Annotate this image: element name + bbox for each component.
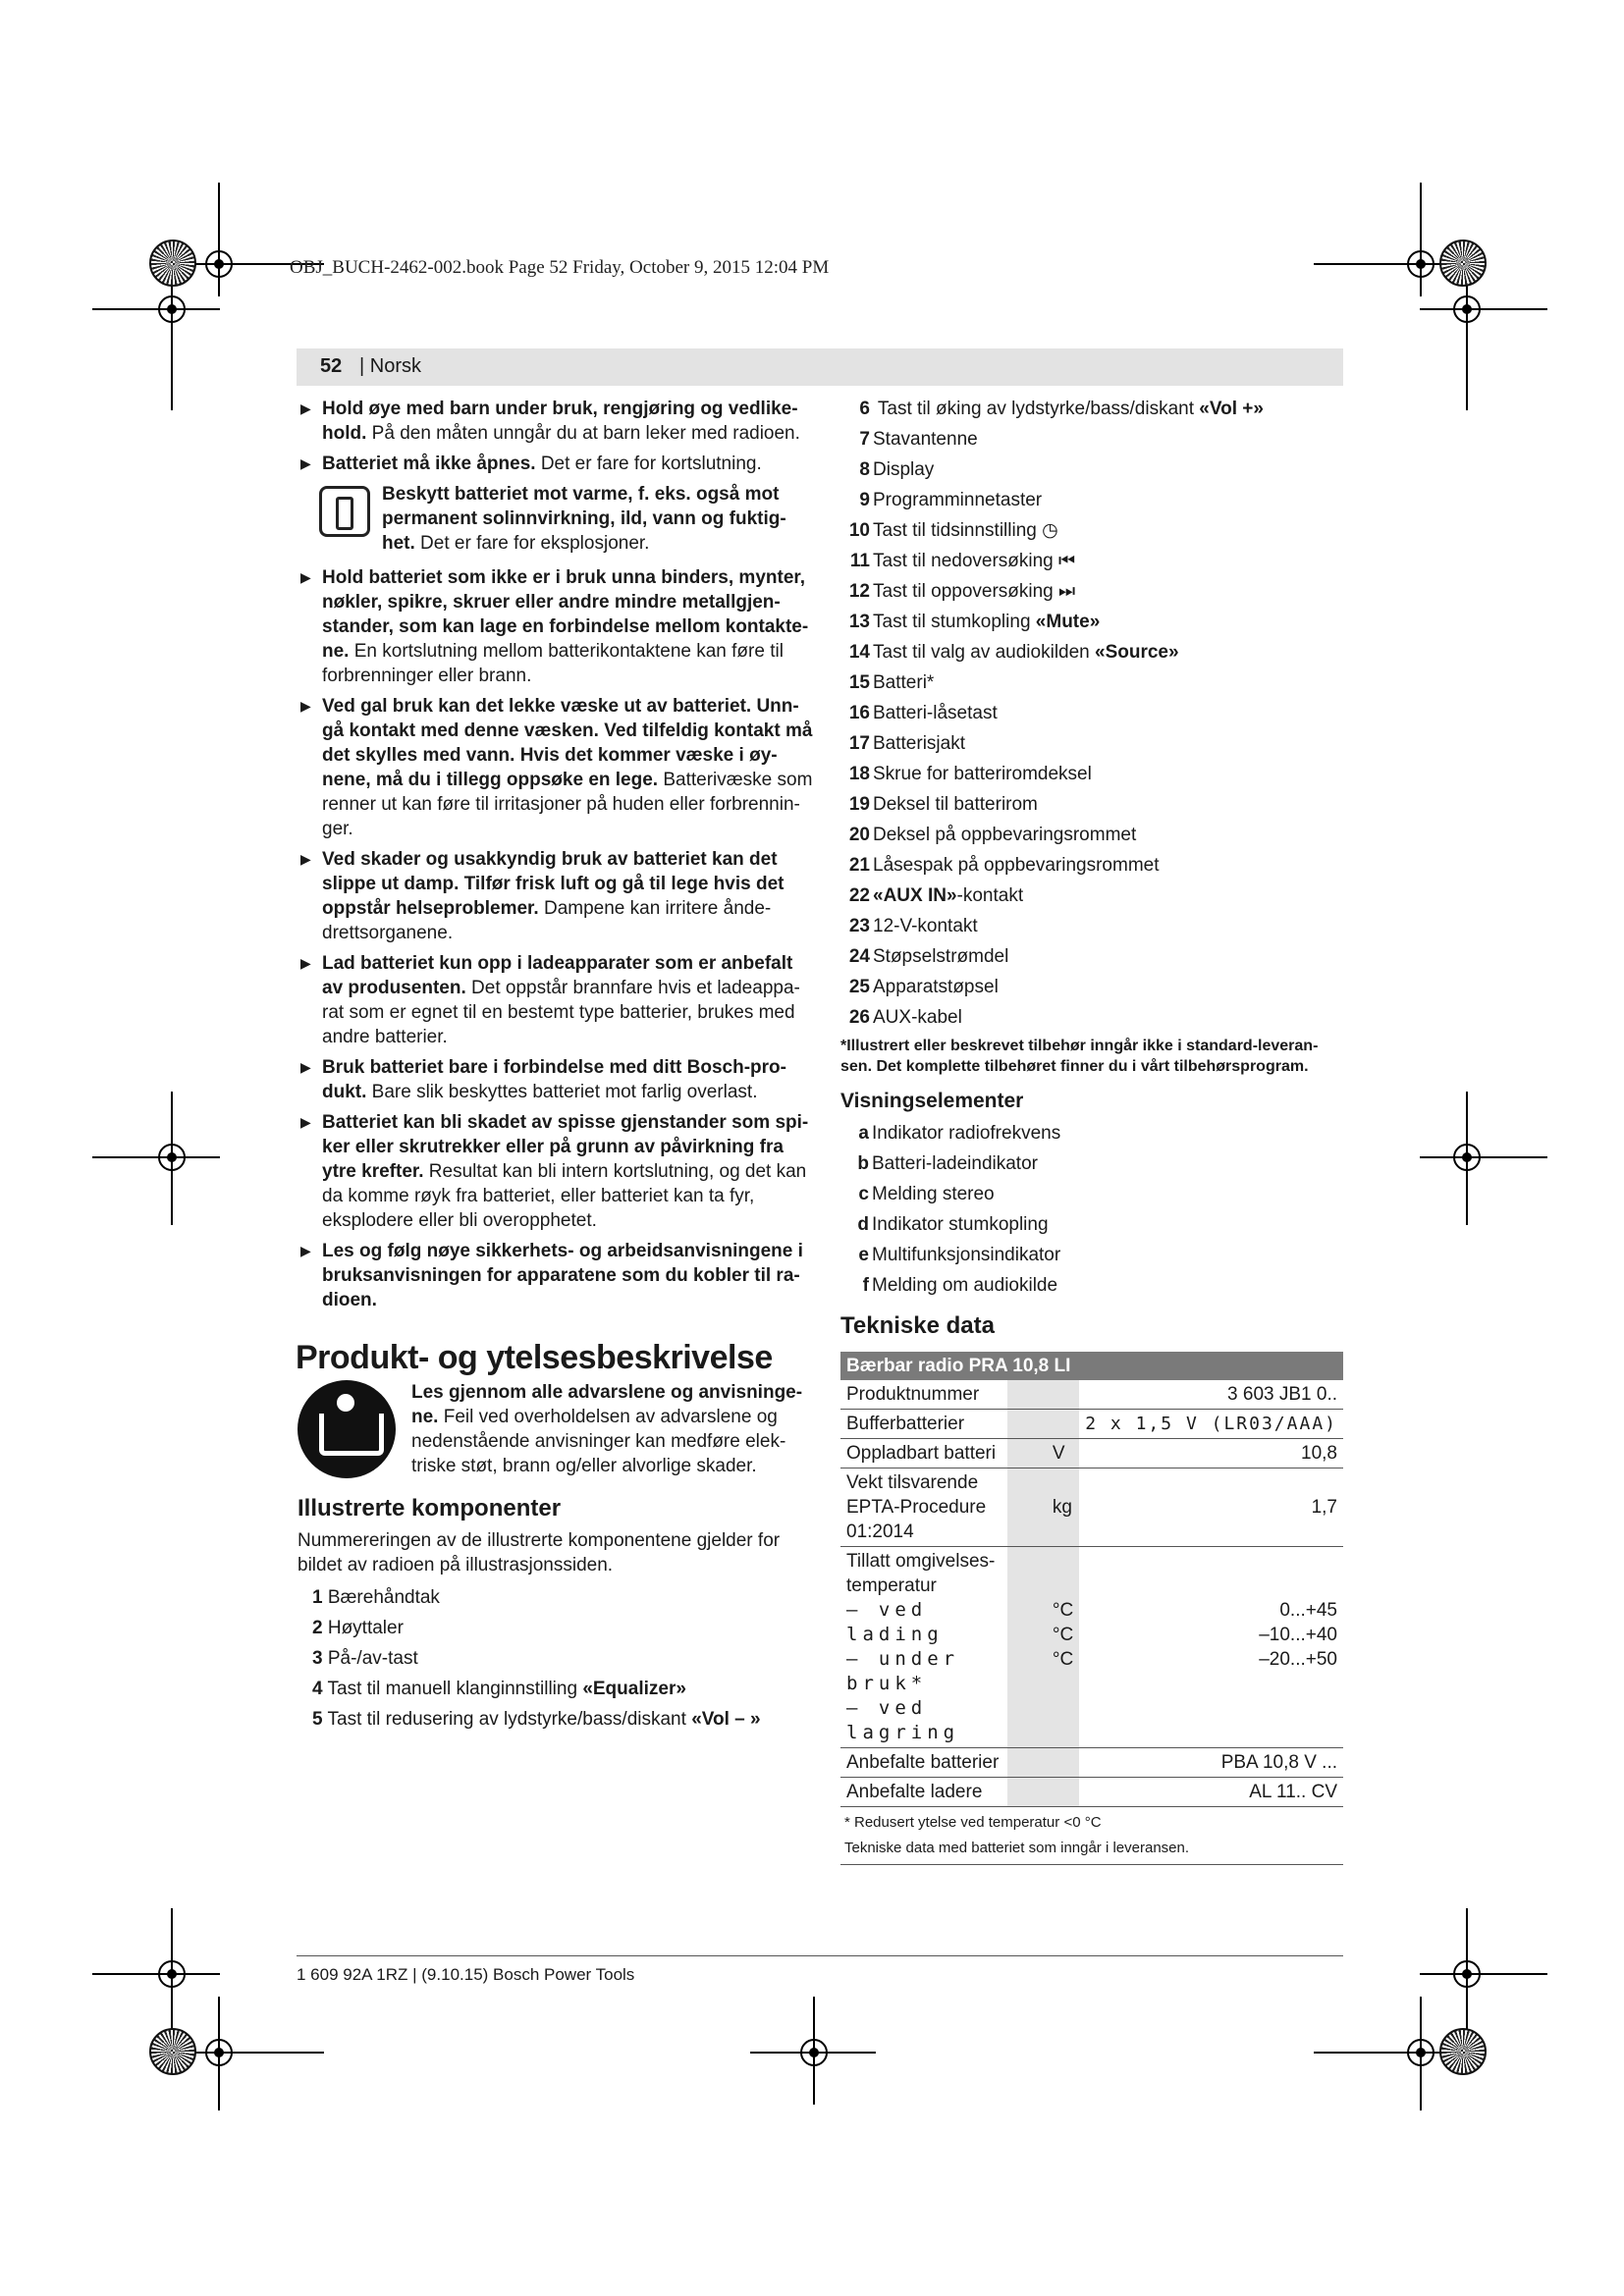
job-line: OBJ_BUCH-2462-002.book Page 52 Friday, October 9, 2015 12:04 PM: [290, 257, 830, 278]
list-item: c Melding stereo: [858, 1184, 995, 1204]
list-item: 20 Deksel på oppbevaringsrommet: [848, 825, 1137, 845]
accessory-note: *Illustrert eller beskrevet tilbehør inngår ikke i standard-leveran-sen. Det komplette tilbehøret finner du i vårt tilbehørsprogram.: [840, 1038, 1319, 1075]
display-items: [855, 1121, 1343, 1298]
table-note: * Redusert ytelse ved temperatur <0 °C: [844, 1814, 1102, 1831]
page-header: [297, 348, 1343, 386]
list-item: 8 Display: [859, 459, 935, 480]
right-column: [840, 397, 1343, 1865]
list-item: 4 Tast til manuell klanginnstilling «Equalizer»: [312, 1679, 686, 1699]
left-column: [298, 397, 813, 1737]
list-item: 22 «AUX IN»-kontakt: [848, 885, 1024, 906]
list-item: 14 Tast til valg av audiokilden «Source»: [848, 642, 1179, 663]
table-note: Tekniske data med batteriet som inngår i leveransen.: [840, 1835, 1343, 1865]
list-item: 18 Skrue for batteriromdeksel: [848, 764, 1092, 784]
battery-heat-icon: [319, 486, 370, 537]
components-intro: Nummereringen av de illustrerte komponentene gjelder for bildet av radioen på illustrasjonssiden.: [298, 1530, 781, 1575]
list-item: e Multifunksjonsindikator: [858, 1245, 1061, 1265]
list-item: f Melding om audiokilde: [862, 1275, 1058, 1296]
list-item: a Indikator radiofrekvens: [858, 1123, 1061, 1144]
components-list-right: [840, 397, 1343, 1030]
table-row: Anbefalte batterier PBA 10,8 V ...: [840, 1748, 1343, 1778]
table-row: Oppladbart batteri V 10,8: [840, 1439, 1343, 1468]
skip-back-icon: ⏮: [1058, 551, 1076, 571]
page-footer: [297, 1955, 1343, 1984]
table-header: Bærbar radio PRA 10,8 LI: [840, 1352, 1343, 1380]
safety-bullet: ▶ Hold øye med barn under bruk, rengjøring og vedlike-hold. På den måten unngår du at barn leker med radioen.: [298, 397, 813, 446]
heat-warning: Beskytt batteriet mot varme, f. eks. også mot permanent solinnvirkning, ild, vann og fuktig-het. Det er fare for eksplosjoner.: [319, 482, 813, 556]
list-item: 5 Tast til redusering av lydstyrke/bass/diskant «Vol – »: [312, 1709, 761, 1730]
list-item: 17 Batterisjakt: [848, 733, 965, 754]
list-item: 15 Batteri*: [848, 672, 935, 693]
list-item: 16 Batteri-låsetast: [848, 703, 998, 723]
list-item: 2 Høyttaler: [312, 1618, 404, 1638]
list-item: 9 Programminnetaster: [859, 490, 1043, 510]
list-item: 25 Apparatstøpsel: [848, 977, 999, 997]
safety-bullet: ▶ Batteriet kan bli skadet av spisse gjenstander som spi-ker eller skrutrekker eller på grunn av påvirkning fra ytre krefter. Resultat kan bli intern kortslutning, og det kan da komme røyk fra batteriet, eller batteriet kan ta fyr, eksplodere eller bli overopphetet.: [298, 1110, 813, 1233]
list-item: 24 Støpselstrømdel: [848, 946, 1009, 967]
safety-bullet: ▶ Les og følg nøye sikkerhets- og arbeidsanvisningene i bruksanvisningen for apparatene som du kobler til ra-dioen.: [298, 1239, 813, 1312]
safety-bullet: ▶ Batteriet må ikke åpnes. Det er fare for kortslutning.: [298, 452, 813, 476]
safety-bullet: ▶ Ved gal bruk kan det lekke væske ut av batteriet. Unn-gå kontakt med denne væsken. Ved tilfeldig kontakt må det skylles med vann. Hvis det kommer væske i øy-nene, må du i tillegg oppsøke en lege. Batterivæske som renner ut kan føre til irritasjoner på huden eller forbrennin-ger.: [298, 694, 813, 841]
list-item: 12 Tast til oppoversøking ⏭: [848, 581, 1076, 602]
table-row: Vekt tilsvarende EPTA-Procedure 01:2014 kg 1,7: [840, 1468, 1343, 1547]
table-row: Anbefalte ladere AL 11.. CV: [840, 1778, 1343, 1807]
read-warning: Les gjennom alle advarslene og anvisninge-ne. Feil ved overholdelsen av advarslene og nedenstående anvisninger kan medføre elek-triske støt, brann og/eller alvorlige skader.: [298, 1380, 813, 1478]
list-item: 21 Låsespak på oppbevaringsrommet: [848, 855, 1160, 876]
list-item: d Indikator stumkopling: [857, 1214, 1049, 1235]
components-title: Illustrerte komponenter: [298, 1495, 562, 1522]
list-item: 26 AUX-kabel: [848, 1007, 962, 1028]
list-item: 1 Bærehåndtak: [312, 1587, 440, 1608]
safety-bullet: ▶ Ved skader og usakkyndig bruk av batteriet kan det slippe ut damp. Tilfør frisk luft og gå til lege hvis det oppstår helseproblemer. Dampene kan irritere ånde-drettsorganene.: [298, 847, 813, 945]
timer-icon: ◷: [1042, 520, 1058, 541]
table-row: Bufferbatterier 2 x 1,5 V (LR03/AAA): [840, 1410, 1343, 1439]
list-item: 13 Tast til stumkopling «Mute»: [848, 612, 1101, 632]
list-item: 19 Deksel til batterirom: [848, 794, 1038, 815]
table-row: Produktnummer 3 603 JB1 0..: [840, 1380, 1343, 1410]
section-name: | Norsk: [359, 355, 421, 377]
safety-bullet: ▶ Hold batteriet som ikke er i bruk unna binders, mynter, nøkler, spikre, skruer eller andre mindre metallgjen-stander, som kan lage en forbindelse mellom kontakte-ne. En kortslutning mellom batterikontaktene kan føre til forbrenninger eller brann.: [298, 565, 813, 688]
list-item: 23 12-V-kontakt: [848, 916, 978, 936]
list-item: 6 Tast til øking av lydstyrke/bass/diskant «Vol +»: [859, 399, 1264, 419]
footer-text: 1 609 92A 1RZ | (9.10.15) Bosch Power Tools: [297, 1965, 635, 1984]
display-title: Visningselementer: [840, 1090, 1024, 1112]
page-number: 52: [320, 355, 343, 377]
list-item: b Batteri-ladeindikator: [857, 1153, 1038, 1174]
product-title: Produkt- og ytelsesbeskrivelse: [296, 1339, 773, 1376]
tech-title: Tekniske data: [840, 1312, 995, 1339]
safety-bullet: ▶ Lad batteriet kun opp i ladeapparater som er anbefalt av produsenten. Det oppstår brannfare hvis et ladeappa-rat som er egnet til en bestemt type batterier, brukes med andre batterier.: [298, 951, 813, 1049]
read-manual-icon: [298, 1380, 396, 1478]
list-item: 7 Stavantenne: [859, 429, 978, 450]
list-item: 10 Tast til tidsinnstilling ◷: [848, 520, 1058, 541]
skip-forward-icon: ⏭: [1058, 581, 1076, 602]
tech-data-table: [840, 1352, 1343, 1807]
table-row: Tillatt omgivelses- temperatur – ved lading – under bruk* – ved lagring °C °C °C 0...+45 –10...+40 –20...+50: [840, 1547, 1343, 1748]
safety-bullet: ▶ Bruk batteriet bare i forbindelse med ditt Bosch-pro-dukt. Bare slik beskyttes batteriet mot farlig overlast.: [298, 1055, 813, 1104]
components-list-left: [312, 1585, 813, 1732]
list-item: 11 Tast til nedoversøking ⏮: [849, 551, 1076, 571]
list-item: 3 På-/av-tast: [312, 1648, 418, 1669]
